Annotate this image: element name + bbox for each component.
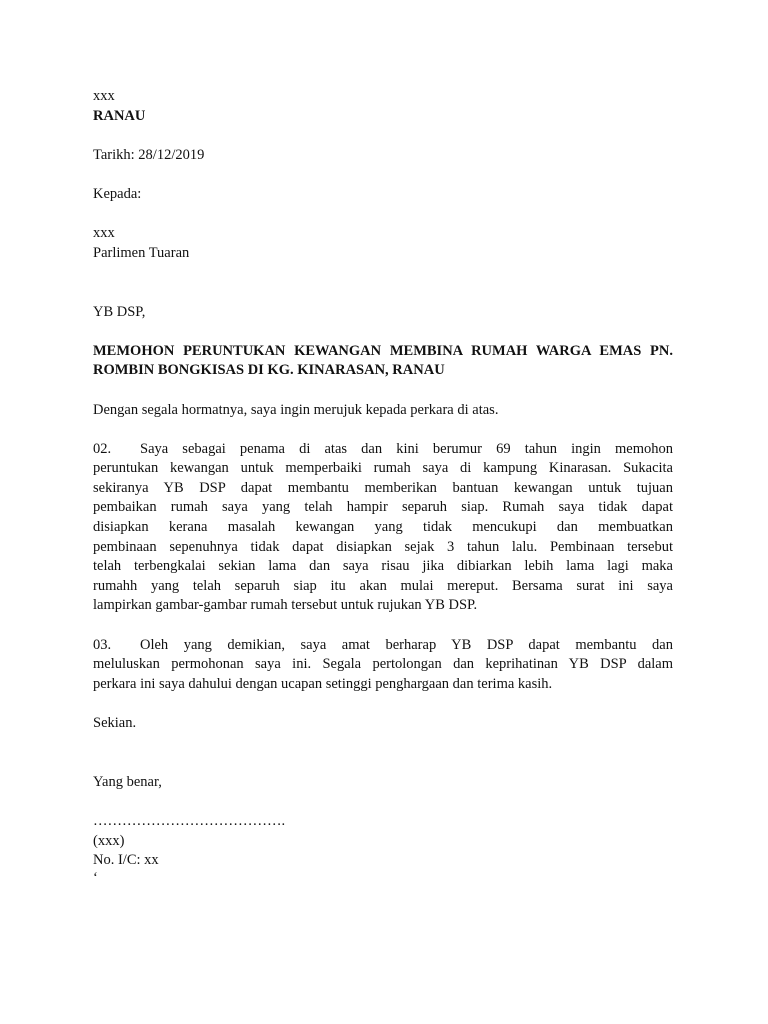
signature-line: …………………………………. — [93, 812, 286, 829]
paragraph-text: Saya sebagai penama di atas dan kini berumur 69 tahun ingin memohon — [140, 440, 673, 457]
salutation: YB DSP, — [93, 303, 146, 320]
paragraph-2-line: peruntukan kewangan untuk memperbaiki rumah saya di kampung Kinarasan. Sukacita — [93, 460, 673, 477]
subject-line: MEMOHON PERUNTUKAN KEWANGAN MEMBINA RUMAH WARGA EMAS PN. — [93, 342, 673, 359]
sender-name: xxx — [93, 88, 115, 104]
paragraph-number: 02. — [93, 440, 112, 457]
letter — [93, 87, 673, 885]
subject-line: ROMBIN BONGKISAS DI KG. KINARASAN, RANAU — [93, 362, 445, 379]
recipient-name: xxx — [93, 225, 115, 242]
paragraph-3-line: perkara ini saya dahului dengan ucapan setinggi penghargaan dan terima kasih. — [93, 675, 553, 692]
paragraph-number: 03. — [93, 636, 112, 653]
closing: Sekian. — [93, 715, 137, 731]
date-line: Tarikh: 28/12/2019 — [93, 146, 205, 163]
signoff: Yang benar, — [93, 773, 162, 790]
paragraph-2-line: telah terbengkalai sekian lama dan saya risau jika dibiarkan lebih lama lagi maka — [93, 558, 673, 575]
paragraph-2-line: lampirkan gambar-gambar rumah tersebut untuk rujukan YB DSP. — [93, 597, 478, 614]
stray-mark: ‘ — [93, 869, 98, 886]
paragraph-text: Oleh yang demikian, saya amat berharap YB DSP dapat membantu dan — [140, 636, 673, 653]
signer-name: (xxx) — [93, 832, 125, 849]
sender-place: RANAU — [93, 107, 146, 124]
paragraph-3-line: meluluskan permohonan saya ini. Segala pertolongan dan keprihatinan YB DSP dalam — [93, 656, 673, 673]
ic-number: No. I/C: xx — [93, 852, 159, 869]
paragraph-2-line: pembaikan rumah saya yang telah hampir separuh siap. Rumah saya tidak dapat — [93, 499, 673, 516]
paragraph-2-line — [93, 440, 673, 460]
paragraph-2-line: pembinaan sepenuhnya tidak dapat disiapkan sejak 3 tahun lalu. Pembinaan tersebut — [93, 538, 673, 555]
to-label: Kepada: — [93, 185, 142, 202]
paragraph-3-line — [93, 636, 673, 656]
paragraph-2-line: rumahh yang telah separuh siap itu akan mulai mereput. Bersama surat ini saya — [93, 577, 673, 594]
paragraph-2-line: disiapkan kerana masalah kewangan yang tidak mencukupi dan membuatkan — [93, 519, 673, 536]
recipient-org: Parlimen Tuaran — [93, 244, 190, 261]
paragraph-2-line: sekiranya YB DSP dapat membantu memberikan bantuan kewangan untuk tujuan — [93, 479, 673, 496]
opening-line: Dengan segala hormatnya, saya ingin merujuk kepada perkara di atas. — [93, 401, 499, 418]
